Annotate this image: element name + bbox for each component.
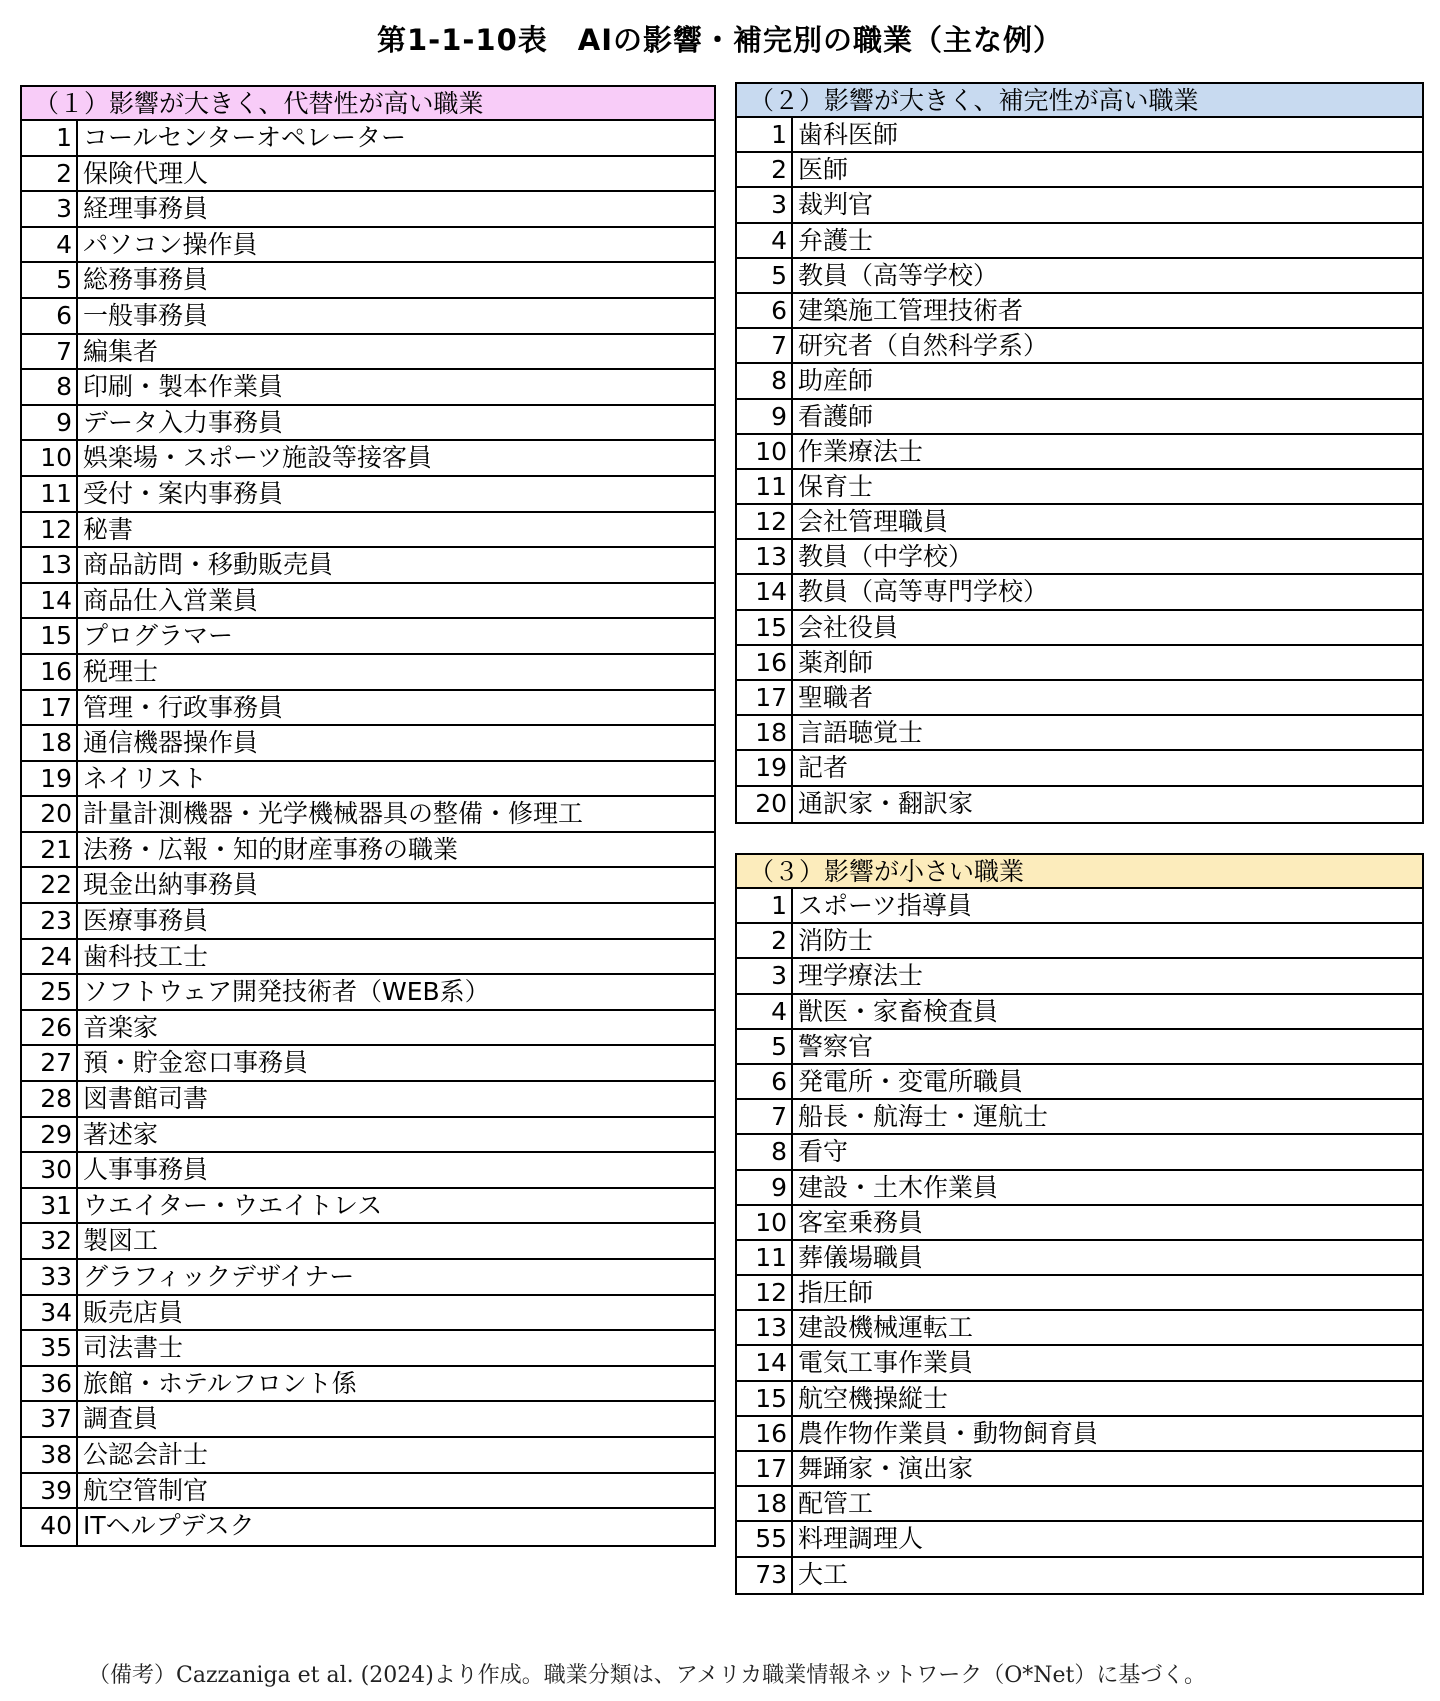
table-row (22, 1011, 714, 1047)
row-number: 30 (22, 1153, 78, 1187)
row-number: 7 (737, 329, 793, 362)
row-number: 36 (22, 1367, 78, 1401)
table-row (22, 904, 714, 940)
row-number: 26 (22, 1011, 78, 1045)
table-row (22, 868, 714, 904)
table-row (737, 259, 1422, 294)
table-header: （１）影響が大きく、代替性が高い職業 (22, 87, 714, 121)
table-row (737, 224, 1422, 259)
occupation-label: 消防士 (798, 926, 874, 956)
row-number: 11 (737, 470, 793, 503)
table-row (737, 1135, 1422, 1170)
occupation-label: 助産師 (798, 366, 874, 396)
row-number: 20 (22, 797, 78, 831)
table-row (22, 619, 714, 655)
table-row (737, 364, 1422, 399)
table-row (737, 611, 1422, 646)
occupation-label: 教員（高等学校） (798, 260, 999, 290)
row-number: 16 (737, 1417, 793, 1450)
table-row (22, 975, 714, 1011)
table-row (22, 1438, 714, 1474)
table-row (737, 681, 1422, 716)
occupation-label: 司法書士 (83, 1333, 184, 1363)
table-low-impact (735, 853, 1424, 1595)
table-row (737, 329, 1422, 364)
occupation-label: 発電所・変電所職員 (798, 1066, 1024, 1096)
table-row (22, 263, 714, 299)
occupation-label: 音楽家 (83, 1012, 159, 1042)
table-row (737, 294, 1422, 329)
occupation-label: 理学療法士 (798, 961, 924, 991)
row-number: 5 (22, 263, 78, 297)
table-row (22, 1082, 714, 1118)
table-row (22, 940, 714, 976)
row-number: 18 (22, 726, 78, 760)
table-high-impact-complement (735, 82, 1424, 824)
occupation-label: データ入力事務員 (83, 407, 284, 437)
row-number: 3 (22, 192, 78, 226)
row-number: 2 (737, 153, 793, 186)
row-number: 34 (22, 1296, 78, 1330)
table-row (737, 1558, 1422, 1593)
occupation-label: 通信機器操作員 (83, 728, 259, 758)
occupation-label: 調査員 (83, 1404, 159, 1434)
row-number: 27 (22, 1046, 78, 1080)
table-row (737, 1417, 1422, 1452)
row-number: 8 (737, 364, 793, 397)
occupation-label: 舞踊家・演出家 (798, 1454, 974, 1483)
occupation-label: ウエイター・ウエイトレス (83, 1190, 383, 1220)
row-number: 9 (22, 406, 78, 440)
row-number: 1 (737, 889, 793, 922)
row-number: 55 (737, 1522, 793, 1555)
occupation-label: 建設機械運転工 (798, 1313, 974, 1343)
table-row (737, 1382, 1422, 1417)
table-row (22, 762, 714, 798)
table-body (737, 118, 1422, 822)
occupation-label: 現金出納事務員 (83, 870, 259, 900)
table-row (22, 655, 714, 691)
row-number: 22 (22, 868, 78, 902)
table-row (737, 153, 1422, 188)
occupation-label: 管理・行政事務員 (83, 692, 284, 722)
table-row (737, 188, 1422, 223)
occupation-label: 印刷・製本作業員 (83, 372, 284, 402)
occupation-label: 娯楽場・スポーツ施設等接客員 (83, 443, 433, 473)
row-number: 11 (737, 1241, 793, 1274)
table-row (22, 406, 714, 442)
row-number: 9 (737, 1171, 793, 1204)
occupation-label: 獣医・家畜検査員 (798, 996, 999, 1026)
occupation-label: 歯科技工士 (83, 941, 209, 971)
table-row (737, 1276, 1422, 1311)
row-number: 15 (737, 611, 793, 644)
row-number: 4 (737, 224, 793, 257)
occupation-label: 航空機操縦士 (798, 1383, 949, 1413)
occupation-label: 料理調理人 (798, 1524, 924, 1554)
table-row (22, 1260, 714, 1296)
occupation-label: 販売店員 (83, 1297, 184, 1327)
occupation-label: 預・貯金窓口事務員 (83, 1048, 309, 1078)
occupation-label: 裁判官 (798, 190, 874, 220)
row-number: 15 (737, 1382, 793, 1415)
row-number: 24 (22, 940, 78, 974)
table-row (22, 1189, 714, 1225)
row-number: 13 (737, 540, 793, 573)
occupation-label: 教員（中学校） (798, 542, 974, 572)
occupation-label: 保育士 (798, 471, 874, 501)
row-number: 6 (737, 1065, 793, 1098)
row-number: 6 (22, 299, 78, 333)
row-number: 17 (22, 691, 78, 725)
occupation-label: プログラマー (83, 621, 234, 651)
occupation-label: 客室乗務員 (798, 1207, 924, 1237)
row-number: 73 (737, 1558, 793, 1593)
row-number: 19 (737, 751, 793, 784)
table-row (737, 575, 1422, 610)
occupation-label: 受付・案内事務員 (83, 478, 284, 508)
table-row (22, 1153, 714, 1189)
table-body (22, 121, 714, 1545)
occupation-label: 商品訪問・移動販売員 (83, 550, 334, 580)
table-body (737, 889, 1422, 1593)
table-row (737, 716, 1422, 751)
occupation-label: 歯科医師 (798, 120, 899, 149)
table-row (22, 192, 714, 228)
occupation-label: パソコン操作員 (83, 229, 258, 259)
row-number: 3 (737, 188, 793, 221)
occupation-label: 著述家 (83, 1119, 159, 1149)
table-row (737, 1311, 1422, 1346)
occupation-label: 一般事務員 (83, 300, 209, 330)
table-row (737, 995, 1422, 1030)
row-number: 16 (737, 646, 793, 679)
occupation-label: 言語聴覚士 (798, 718, 924, 748)
row-number: 29 (22, 1118, 78, 1152)
table-row (22, 1046, 714, 1082)
table-row (22, 584, 714, 620)
table-row (737, 787, 1422, 822)
row-number: 39 (22, 1474, 78, 1508)
table-row (22, 477, 714, 513)
table-row (22, 726, 714, 762)
table-row (22, 1474, 714, 1510)
occupation-label: 建築施工管理技術者 (798, 295, 1024, 325)
row-number: 10 (22, 441, 78, 475)
occupation-label: 葬儀場職員 (798, 1242, 924, 1272)
occupation-label: 会社管理職員 (798, 507, 949, 537)
occupation-label: 看守 (798, 1137, 849, 1167)
row-number: 38 (22, 1438, 78, 1472)
occupation-label: 配管工 (798, 1489, 874, 1519)
row-number: 9 (737, 400, 793, 433)
occupation-label: グラフィックデザイナー (83, 1262, 355, 1291)
occupation-label: 税理士 (83, 656, 159, 686)
row-number: 15 (22, 619, 78, 653)
table-row (737, 959, 1422, 994)
table-row (22, 1224, 714, 1260)
row-number: 19 (22, 762, 78, 796)
occupation-label: 経理事務員 (83, 194, 209, 224)
occupation-label: 警察官 (798, 1031, 874, 1061)
table-row (22, 157, 714, 193)
row-number: 18 (737, 716, 793, 749)
table-header: （２）影響が大きく、補完性が高い職業 (737, 84, 1422, 118)
table-row (737, 1522, 1422, 1557)
table-header: （３）影響が小さい職業 (737, 855, 1422, 889)
occupation-label: 教員（高等専門学校） (798, 577, 1049, 607)
table-row (22, 441, 714, 477)
row-number: 14 (737, 575, 793, 608)
occupation-label: 弁護士 (798, 225, 874, 255)
row-number: 3 (737, 959, 793, 992)
occupation-label: 会社役員 (798, 612, 899, 642)
occupation-label: 図書館司書 (83, 1084, 209, 1114)
table-row (737, 1241, 1422, 1276)
occupation-label: 通訳家・翻訳家 (798, 788, 974, 818)
table-row (737, 1206, 1422, 1241)
row-number: 5 (737, 1030, 793, 1063)
occupation-label: 法務・広報・知的財産事務の職業 (83, 834, 459, 864)
table-row (737, 1065, 1422, 1100)
row-number: 10 (737, 1206, 793, 1239)
table-row (22, 691, 714, 727)
table-row (22, 1118, 714, 1154)
occupation-label: 航空管制官 (83, 1475, 209, 1505)
occupation-label: コールセンターオペレーター (83, 123, 407, 152)
row-number: 1 (737, 118, 793, 151)
table-row (737, 924, 1422, 959)
occupation-label: 秘書 (83, 514, 134, 544)
row-number: 6 (737, 294, 793, 327)
occupation-label: 記者 (798, 753, 849, 783)
table-row (22, 833, 714, 869)
occupation-label: 総務事務員 (83, 265, 209, 295)
table-row (737, 1100, 1422, 1135)
occupation-label: 製図工 (83, 1226, 159, 1256)
row-number: 18 (737, 1487, 793, 1520)
occupation-label: ITヘルプデスク (83, 1511, 255, 1541)
row-number: 8 (22, 370, 78, 404)
page-title: 第1-1-10表 AIの影響・補完別の職業（主な例） (376, 23, 1064, 57)
table-row (22, 228, 714, 264)
row-number: 11 (22, 477, 78, 511)
table-high-impact-substitution (20, 85, 716, 1547)
source-note: （備考）Cazzaniga et al. (2024)より作成。職業分類は、アメリカ職業情報ネットワーク（O*Net）に基づく。 (88, 1663, 1206, 1688)
table-row (737, 1452, 1422, 1487)
table-row (22, 513, 714, 549)
occupation-label: 医師 (798, 155, 849, 185)
occupation-label: 作業療法士 (798, 436, 924, 466)
occupation-label: ソフトウェア開発技術者（WEB系） (83, 977, 490, 1007)
row-number: 25 (22, 975, 78, 1009)
row-number: 8 (737, 1135, 793, 1168)
occupation-label: 電気工事作業員 (798, 1348, 974, 1378)
table-row (737, 435, 1422, 470)
table-row (737, 1487, 1422, 1522)
table-row (737, 505, 1422, 540)
table-row (22, 121, 714, 157)
row-number: 12 (22, 513, 78, 547)
row-number: 20 (737, 787, 793, 822)
row-number: 17 (737, 681, 793, 714)
occupation-label: 薬剤師 (798, 647, 874, 677)
table-row (22, 1509, 714, 1545)
occupation-label: 旅館・ホテルフロント係 (83, 1368, 357, 1398)
table-row (22, 299, 714, 335)
table-row (737, 751, 1422, 786)
row-number: 7 (22, 335, 78, 369)
table-row (22, 1367, 714, 1403)
table-row (737, 646, 1422, 681)
row-number: 13 (737, 1311, 793, 1344)
row-number: 13 (22, 548, 78, 582)
table-row (22, 1331, 714, 1367)
occupation-label: ネイリスト (83, 763, 208, 793)
occupation-label: 建設・土木作業員 (798, 1172, 999, 1202)
occupation-label: 計量計測機器・光学機械器具の整備・修理工 (83, 799, 584, 829)
table-row (737, 118, 1422, 153)
occupation-label: 保険代理人 (83, 158, 209, 188)
occupation-label: 船長・航海士・運航士 (798, 1102, 1049, 1132)
table-row (22, 370, 714, 406)
row-number: 12 (737, 1276, 793, 1309)
occupation-label: 医療事務員 (83, 906, 209, 936)
occupation-label: 大工 (798, 1559, 849, 1589)
row-number: 4 (22, 228, 78, 262)
occupation-label: 研究者（自然科学系） (798, 331, 1049, 361)
table-row (22, 335, 714, 371)
table-row (737, 889, 1422, 924)
row-number: 37 (22, 1402, 78, 1436)
row-number: 12 (737, 505, 793, 538)
table-row (22, 548, 714, 584)
row-number: 14 (22, 584, 78, 618)
row-number: 28 (22, 1082, 78, 1116)
row-number: 31 (22, 1189, 78, 1223)
row-number: 7 (737, 1100, 793, 1133)
table-row (737, 1030, 1422, 1065)
table-row (22, 1296, 714, 1332)
occupation-label: 編集者 (83, 336, 159, 366)
occupation-label: 公認会計士 (83, 1439, 209, 1469)
row-number: 40 (22, 1509, 78, 1545)
row-number: 1 (22, 121, 78, 155)
occupation-label: 看護師 (798, 401, 874, 431)
row-number: 2 (737, 924, 793, 957)
table-row (22, 797, 714, 833)
table-row (737, 540, 1422, 575)
table-row (22, 1402, 714, 1438)
table-row (737, 400, 1422, 435)
row-number: 33 (22, 1260, 78, 1294)
table-row (737, 1346, 1422, 1381)
row-number: 32 (22, 1224, 78, 1258)
row-number: 10 (737, 435, 793, 468)
table-row (737, 470, 1422, 505)
occupation-label: スポーツ指導員 (798, 891, 973, 920)
row-number: 4 (737, 995, 793, 1028)
row-number: 2 (22, 157, 78, 191)
row-number: 14 (737, 1346, 793, 1379)
row-number: 35 (22, 1331, 78, 1365)
table-row (737, 1171, 1422, 1206)
row-number: 16 (22, 655, 78, 689)
row-number: 23 (22, 904, 78, 938)
row-number: 17 (737, 1452, 793, 1485)
row-number: 21 (22, 833, 78, 867)
occupation-label: 農作物作業員・動物飼育員 (798, 1418, 1099, 1448)
occupation-label: 指圧師 (798, 1278, 874, 1308)
occupation-label: 人事事務員 (83, 1155, 209, 1185)
occupation-label: 商品仕入営業員 (83, 585, 259, 615)
row-number: 5 (737, 259, 793, 292)
occupation-label: 聖職者 (798, 683, 874, 712)
